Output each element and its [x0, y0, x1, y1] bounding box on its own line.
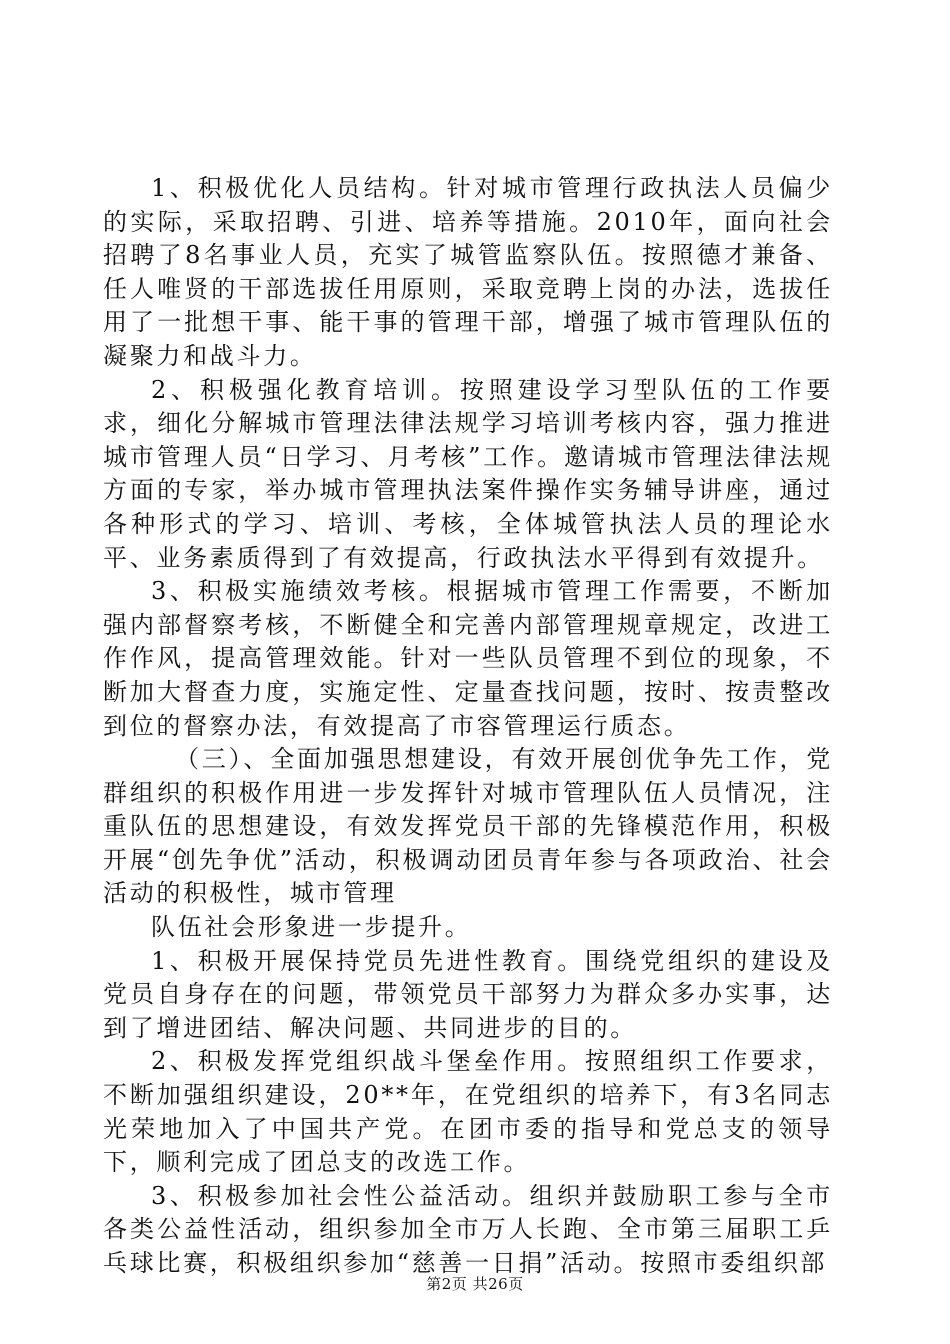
- paragraph-section-three-heading: （三）、全面加强思想建设，有效开展创优争先工作，党群组织的积极作用进一步发挥针对城市管理队伍人员情况，注重队伍的思想建设，有效发挥党员干部的先锋模范作用，积极开展“创先争优”活动，积极调动团员青年参与各项政治、社会活动的积极性，城市管理: [103, 745, 833, 908]
- paragraph-education-training: 2、积极强化教育培训。按照建设学习型队伍的工作要求，细化分解城市管理法律法规学习培训考核内容，强力推进城市管理人员“日学习、月考核”工作。邀请城市管理法律法规方面的专家，举办城市管理执法案件操作实务辅导讲座，通过各种形式的学习、培训、考核，全体城管执法人员的理论水平、业务素质得到了有效提高，行政执法水平得到有效提升。: [103, 375, 833, 572]
- paragraph-party-education: 1、积极开展保持党员先进性教育。围绕党组织的建设及党员自身存在的问题，带领党员干部努力为群众多办实事，达到了增进团结、解决问题、共同进步的目的。: [103, 946, 833, 1042]
- paragraph-party-organization: 2、积极发挥党组织战斗堡垒作用。按照组织工作要求，不断加强组织建设，20**年，在党组织的培养下，有3名同志光荣地加入了中国共产党。在团市委的指导和党总支的领导下，顺利完成了团总支的改选工作。: [103, 1047, 833, 1177]
- paragraph-team-image: 队伍社会形象进一步提升。: [151, 913, 472, 942]
- paragraph-public-welfare: 3、积极参加社会性公益活动。组织并鼓励职工参与全市各类公益性活动，组织参加全市万人长跑、全市第三届职工乒乓球比赛，积极组织参加“慈善一日捐”活动。按照市委组织部: [103, 1181, 833, 1277]
- page-number-footer: 第2页 共26页: [426, 1275, 524, 1293]
- paragraph-performance-review: 3、积极实施绩效考核。根据城市管理工作需要，不断加强内部督察考核，不断健全和完善内部管理规章规定，改进工作作风，提高管理效能。针对一些队员管理不到位的现象，不断加大督查力度，实施定性、定量查找问题，按时、按责整改到位的督察办法，有效提高了市容管理运行质态。: [103, 577, 833, 740]
- document-body: [103, 172, 833, 1281]
- paragraph-personnel-structure: 1、积极优化人员结构。针对城市管理行政执法人员偏少的实际，采取招聘、引进、培养等措施。2010年，面向社会招聘了8名事业人员，充实了城管监察队伍。按照德才兼备、任人唯贤的干部选拔任用原则，采取竞聘上岗的办法，选拔任用了一批想干事、能干事的管理干部，增强了城市管理队伍的凝聚力和战斗力。: [103, 174, 833, 370]
